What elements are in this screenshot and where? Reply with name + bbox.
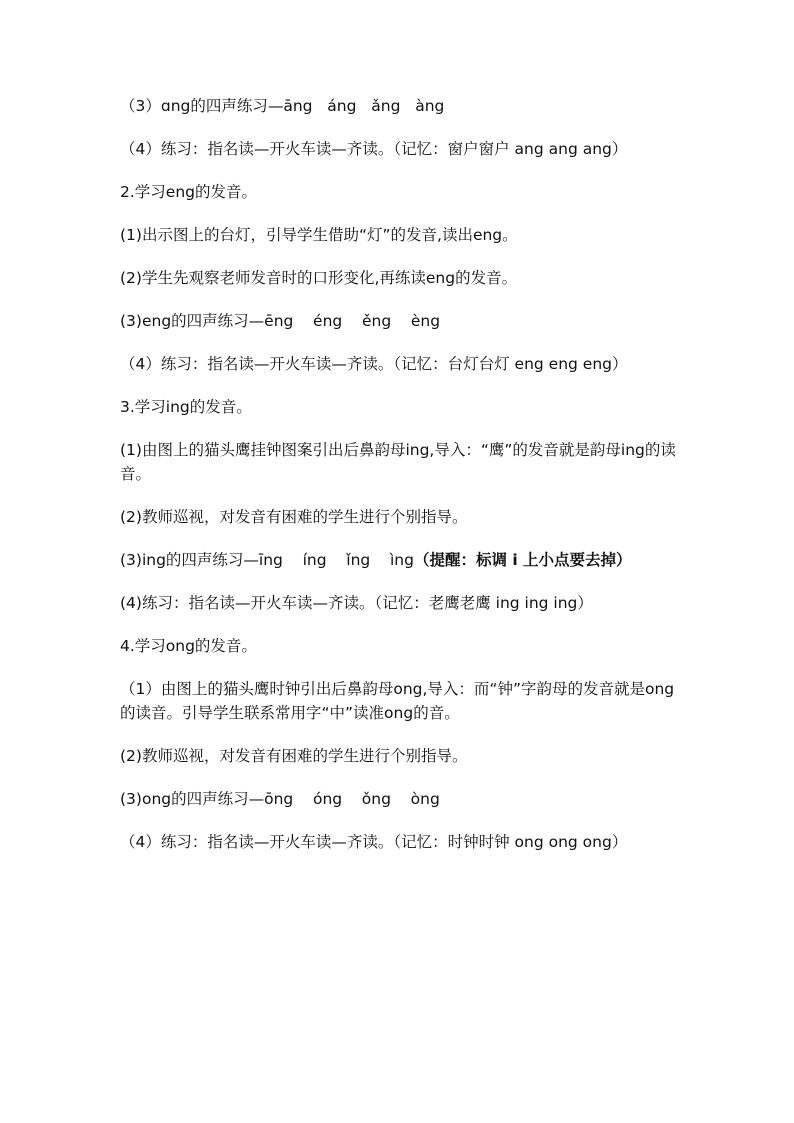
ing-section-heading: 3.学习ing的发音。 bbox=[120, 398, 252, 416]
eng-tone-practice: (3)eng的四声练习—ēng éng ěng èng bbox=[120, 312, 441, 330]
eng-reading-practice: （4）练习：指名读—开火车读—齐读。（记忆：台灯台灯 eng eng eng） bbox=[120, 355, 628, 373]
ing-tone-text: (3)ing的四声练习—īng íng ǐng ìng bbox=[120, 551, 414, 569]
eng-step-1: (1)出示图上的台灯，引导学生借助“灯”的发音,读出eng。 bbox=[120, 226, 518, 244]
eng-step-2: (2)学生先观察老师发音时的口形变化,再练读eng的发音。 bbox=[120, 269, 518, 287]
ong-reading-practice: （4）练习：指名读—开火车读—齐读。（记忆：时钟时钟 ong ong ong） bbox=[120, 833, 628, 851]
eng-section-heading: 2.学习eng的发音。 bbox=[120, 183, 257, 201]
ong-section-heading: 4.学习ong的发音。 bbox=[120, 637, 257, 655]
document-page bbox=[120, 94, 680, 873]
ong-tone-practice: (3)ong的四声练习—ōng óng ǒng òng bbox=[120, 790, 440, 808]
ing-tone-tip: （提醒：标调 i 上小点要去掉） bbox=[413, 551, 632, 569]
ong-step-1: （1）由图上的猫头鹰时钟引出后鼻韵母ong,导入：而“钟”字韵母的发音就是ong的读音。引导学生联系常用字“中”读准ong的音。 bbox=[120, 680, 675, 722]
ing-tone-practice bbox=[120, 548, 680, 572]
ing-step-2: (2)教师巡视，对发音有困难的学生进行个别指导。 bbox=[120, 508, 468, 526]
ang-tone-practice: （3）ɑng的四声练习—āng áng ǎng àng bbox=[120, 97, 445, 115]
ing-step-1: (1)由图上的猫头鹰挂钟图案引出后鼻韵母ing,导入：“鹰”的发音就是韵母ing的读音。 bbox=[120, 441, 676, 483]
ing-reading-practice: (4)练习：指名读—开火车读—齐读。（记忆：老鹰老鹰 ing ing ing） bbox=[120, 594, 593, 612]
ong-step-2: (2)教师巡视，对发音有困难的学生进行个别指导。 bbox=[120, 747, 468, 765]
ang-reading-practice: （4）练习：指名读—开火车读—齐读。（记忆：窗户窗户 ang ang ang） bbox=[120, 140, 628, 158]
